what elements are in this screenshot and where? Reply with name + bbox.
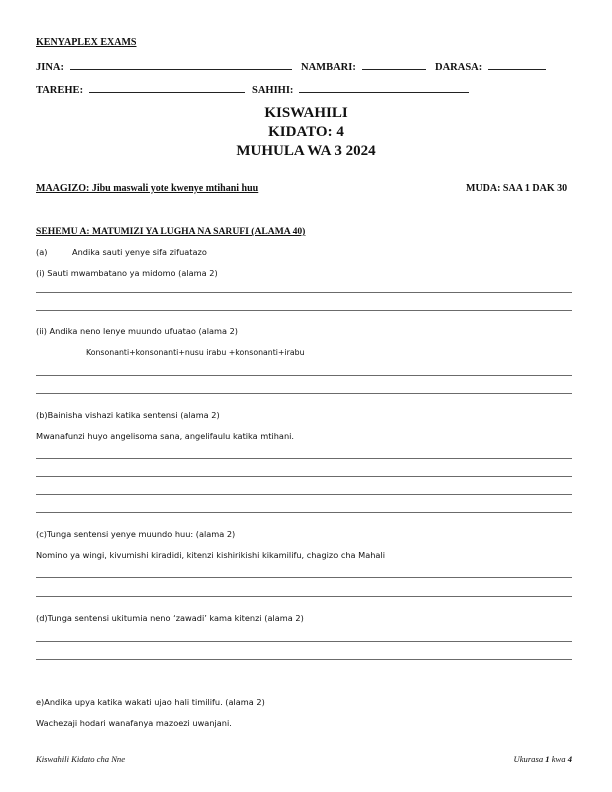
question-a-ii-pattern: Konsonanti+konsonanti+nusu irabu +konsonanti+irabu bbox=[86, 348, 305, 357]
darasa-label: DARASA: bbox=[435, 62, 483, 73]
instructions-muda: MUDA: SAA 1 DAK 30 bbox=[466, 183, 568, 194]
subject-title: KISWAHILI bbox=[264, 105, 348, 121]
answer-line[interactable] bbox=[36, 292, 572, 293]
answer-line[interactable] bbox=[36, 641, 572, 642]
nambari-label: NAMBARI: bbox=[301, 62, 356, 73]
sahihi-label: SAHIHI: bbox=[252, 85, 294, 96]
tarehe-field bbox=[36, 83, 245, 96]
darasa-field bbox=[435, 60, 546, 73]
jina-field bbox=[36, 60, 292, 73]
question-c: (c)Tunga sentensi yenye muundo huu: (alama 2) bbox=[36, 529, 236, 539]
answer-line[interactable] bbox=[36, 458, 572, 459]
section-heading: SEHEMU A: MATUMIZI YA LUGHA NA SARUFI (ALAMA 40) bbox=[36, 226, 306, 237]
sahihi-blank[interactable] bbox=[299, 83, 469, 93]
footer-page-prefix: Ukurasa bbox=[513, 754, 546, 764]
term-title: MUHULA WA 3 2024 bbox=[236, 143, 376, 159]
question-a-i: (i) Sauti mwambatano ya midomo (alama 2) bbox=[36, 268, 218, 278]
brand-name: KENYAPLEX EXAMS bbox=[36, 37, 137, 48]
question-a-text: Andika sauti yenye sifa zifuatazo bbox=[72, 247, 207, 257]
answer-line[interactable] bbox=[36, 494, 572, 495]
jina-blank[interactable] bbox=[70, 60, 292, 70]
answer-line[interactable] bbox=[36, 476, 572, 477]
sahihi-field bbox=[252, 83, 469, 96]
footer-left: Kiswahili Kidato cha Nne bbox=[36, 754, 126, 764]
nambari-field bbox=[301, 60, 426, 73]
nambari-blank[interactable] bbox=[362, 60, 426, 70]
footer-page-mid: kwa bbox=[549, 754, 568, 764]
question-d: (d)Tunga sentensi ukitumia neno ‘zawadi’ kama kitenzi (alama 2) bbox=[36, 613, 304, 623]
footer-page-number bbox=[514, 754, 572, 764]
answer-line[interactable] bbox=[36, 596, 572, 597]
question-e-sentence: Wachezaji hodari wanafanya mazoezi uwanjani. bbox=[36, 718, 232, 728]
answer-line[interactable] bbox=[36, 393, 572, 394]
answer-line[interactable] bbox=[36, 375, 572, 376]
answer-line[interactable] bbox=[36, 310, 572, 311]
answer-line[interactable] bbox=[36, 577, 572, 578]
footer-page-current: 1 bbox=[545, 754, 550, 764]
instructions-maagizo: MAAGIZO: Jibu maswali yote kwenye mtihani huu bbox=[36, 183, 259, 194]
form-title: KIDATO: 4 bbox=[268, 124, 344, 140]
question-b-sentence: Mwanafunzi huyo angelisoma sana, angelifaulu katika mtihani. bbox=[36, 431, 295, 441]
question-e: e)Andika upya katika wakati ujao hali timilifu. (alama 2) bbox=[36, 697, 265, 707]
answer-line[interactable] bbox=[36, 659, 572, 660]
question-b: (b)Bainisha vishazi katika sentensi (alama 2) bbox=[36, 410, 220, 420]
darasa-blank[interactable] bbox=[488, 60, 546, 70]
footer-page-total: 4 bbox=[567, 754, 572, 764]
question-c-structure: Nomino ya wingi, kivumishi kiradidi, kitenzi kishirikishi kikamilifu, chagizo cha Mahali bbox=[36, 550, 385, 560]
tarehe-blank[interactable] bbox=[89, 83, 245, 93]
question-a-label: (a) bbox=[36, 247, 48, 257]
question-a-ii: (ii) Andika neno lenye muundo ufuatao (alama 2) bbox=[36, 326, 239, 336]
answer-line[interactable] bbox=[36, 512, 572, 513]
tarehe-label: TAREHE: bbox=[36, 85, 84, 96]
jina-label: JINA: bbox=[36, 62, 64, 73]
